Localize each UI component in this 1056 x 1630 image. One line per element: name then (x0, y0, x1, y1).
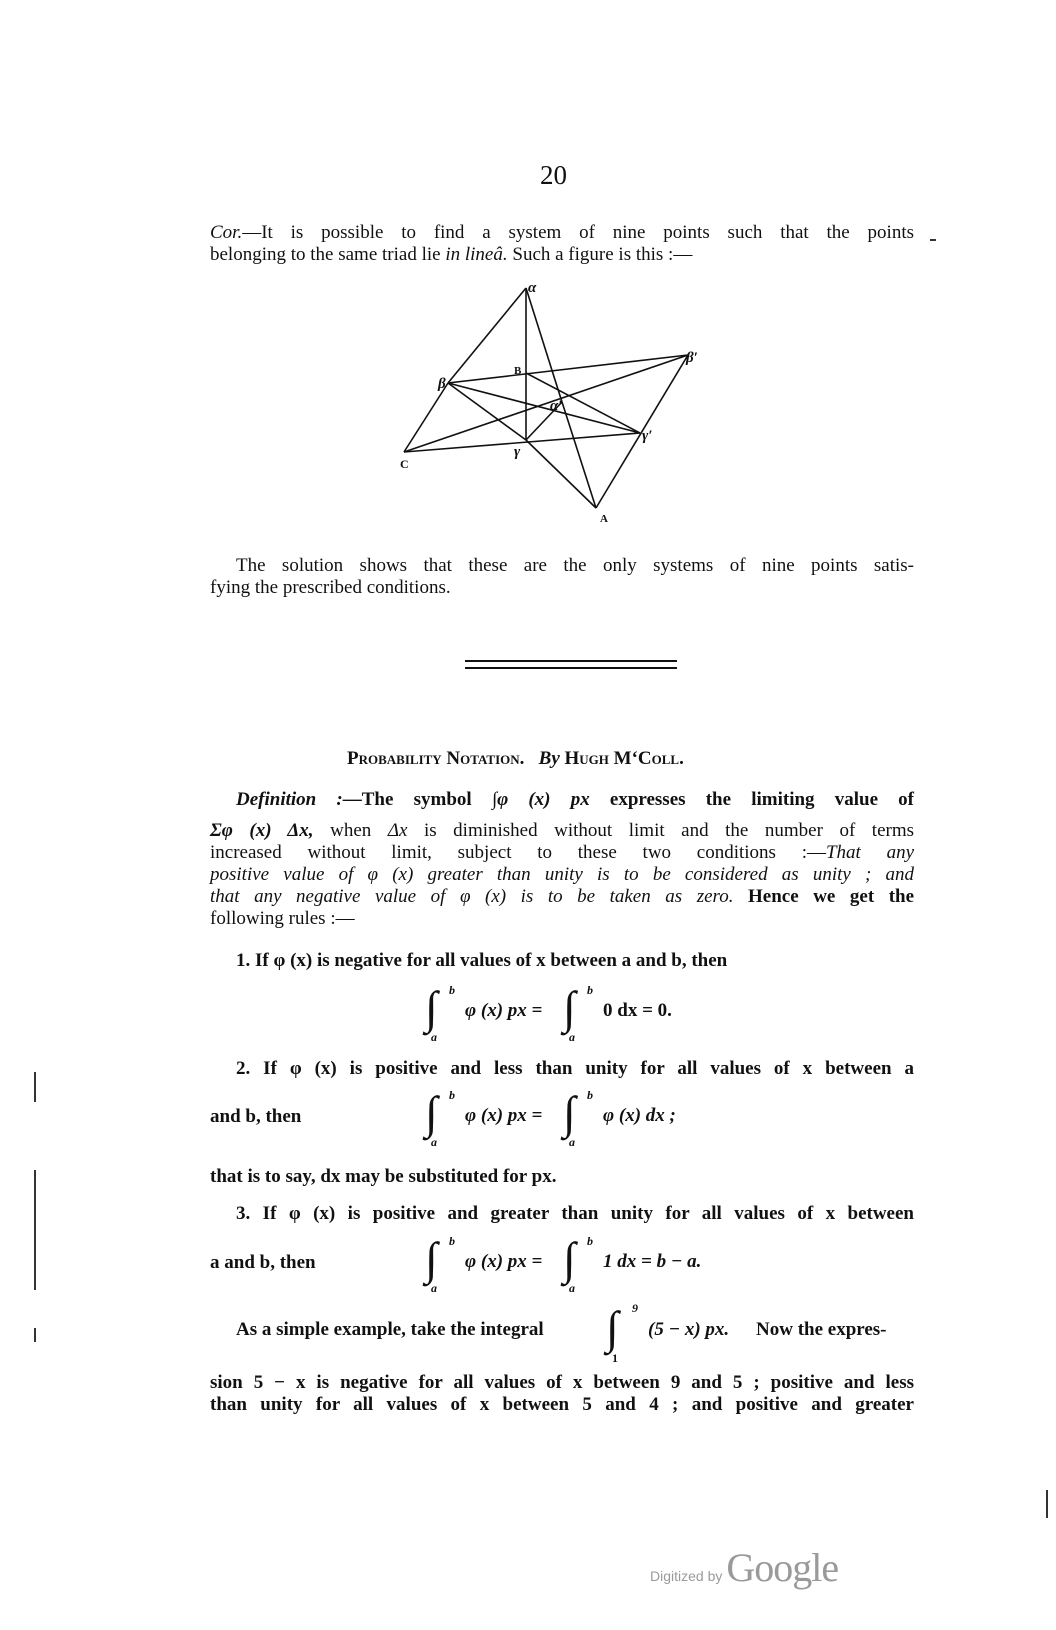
definition-l3-italic: That any (825, 842, 915, 863)
definition-l3-a: increased without limit, subject to these two conditions :— (210, 842, 826, 863)
solution-line-1: The solution shows that these are the only systems of nine points satis- (236, 555, 914, 576)
lower-limit: a (569, 1030, 575, 1044)
separator-rule-top (465, 660, 677, 662)
definition-l5-b: Hence we get the (748, 886, 915, 907)
article-title: Probability Notation. (347, 748, 525, 769)
nine-point-figure (390, 280, 720, 530)
integral-sign: ∫ (563, 1087, 576, 1138)
page-number: 20 (540, 160, 567, 190)
integral-sign: ∫ (425, 982, 438, 1033)
upper-limit: b (587, 983, 593, 997)
cor-label: Cor. (210, 222, 243, 243)
cor-line-1 (210, 222, 914, 244)
rule-2-then: and b, then (210, 1106, 302, 1127)
rule-1-right: 0 dx = 0. (603, 1000, 672, 1021)
cor-line1-rest: —It is possible to find a system of nine points such that the points (242, 222, 914, 243)
example-integral-sign: ∫ (606, 1302, 619, 1353)
example-a: As a simple example, take the integral (236, 1319, 544, 1340)
rule-1-left: φ (x) px = (465, 1000, 543, 1021)
example-line-3: than unity for all values of x between 5 and 4 ; and positive and greater (210, 1394, 914, 1415)
solution-line-2: fying the prescribed conditions. (210, 577, 451, 598)
rule-3-right: 1 dx = b − a. (603, 1251, 702, 1272)
rule-2-after: that is to say, dx may be substituted for px. (210, 1166, 557, 1187)
rule-2-text: 2. If φ (x) is positive and less than unity for all values of x between a (236, 1058, 914, 1079)
definition-line-1 (236, 789, 914, 811)
separator-rule-bottom (465, 667, 677, 669)
cor-line-2 (210, 244, 914, 266)
upper-limit: b (587, 1088, 593, 1102)
line-beta-betaprime (448, 355, 688, 383)
article-by: By (538, 748, 560, 769)
definition-l1-symbol: ∫φ (x) px (491, 789, 590, 810)
watermark-logo: Google (726, 1545, 839, 1590)
lower-limit: a (431, 1135, 437, 1149)
example-integrand: (5 − x) px. (648, 1319, 730, 1340)
label-alpha-prime: α′ (550, 398, 563, 414)
line-alpha-alphaprime (526, 288, 562, 402)
label-B: B (514, 365, 522, 377)
definition-l2-b: is diminished without limit and the number of terms (423, 820, 915, 841)
rule-3-equation (425, 1233, 725, 1296)
label-A: A (600, 513, 608, 525)
cor-line2-a: belonging to the same triad lie (210, 244, 446, 265)
rule-1-equation (425, 982, 725, 1045)
integral-sign: ∫ (563, 982, 576, 1033)
definition-l2-dx: Δx (387, 820, 408, 841)
upper-limit: b (449, 1234, 455, 1248)
label-beta: β (438, 376, 446, 392)
watermark-small: Digitized by (650, 1568, 723, 1584)
example-upper-limit: 9 (632, 1301, 638, 1315)
line-beta-gammaprime (448, 383, 640, 433)
label-beta-prime: β′ (686, 350, 698, 366)
rule-2-right: φ (x) dx ; (603, 1105, 676, 1126)
lower-limit: a (431, 1030, 437, 1044)
margin-mark (34, 1170, 36, 1290)
rule-2-left: φ (x) px = (465, 1105, 543, 1126)
rule-3-text: 3. If φ (x) is positive and greater than unity for all values of x between (236, 1203, 914, 1224)
rule-2-equation (425, 1087, 725, 1150)
google-watermark (650, 1544, 838, 1591)
article-author: Hugh M‘Coll. (564, 748, 684, 769)
example-line-2: sion 5 − x is negative for all values of x between 9 and 5 ; positive and less (210, 1372, 914, 1393)
line-B-gammaprime (526, 373, 640, 433)
definition-l1-a: —The symbol (342, 789, 472, 810)
lower-limit: a (569, 1281, 575, 1295)
example-line-1 (236, 1301, 914, 1369)
cor-line2-b: Such a figure is this :— (507, 244, 693, 265)
upper-limit: b (449, 983, 455, 997)
article-title-line (347, 748, 684, 770)
upper-limit: b (449, 1088, 455, 1102)
line-beta-C (404, 383, 448, 452)
definition-line-6: following rules :— (210, 908, 355, 929)
label-gamma-prime: γ′ (642, 428, 653, 444)
lower-limit: a (569, 1135, 575, 1149)
line-beta-gamma (448, 383, 526, 440)
definition-l1-b: expresses the limiting value of (609, 789, 915, 810)
definition-label: Definition : (236, 789, 343, 810)
margin-mark (1046, 1490, 1048, 1518)
label-gamma: γ (514, 444, 521, 460)
example-b: Now the expres- (756, 1319, 887, 1340)
upper-limit: b (587, 1234, 593, 1248)
label-C: C (400, 457, 409, 471)
integral-sign: ∫ (425, 1087, 438, 1138)
definition-l5-italic: that any negative value of φ (x) is to be taken as zero. (210, 886, 734, 907)
rule-3-left: φ (x) px = (465, 1251, 543, 1272)
definition-line-2 (210, 820, 914, 842)
integral-sign: ∫ (425, 1233, 438, 1284)
definition-line-4: positive value of φ (x) greater than unity is to be considered as unity ; and (210, 864, 914, 885)
example-lower-limit: 1 (612, 1351, 618, 1365)
margin-mark (34, 1072, 36, 1102)
margin-mark (34, 1328, 36, 1342)
definition-l2-a: when (330, 820, 372, 841)
definition-l2-symbol: Σφ (x) Δx, (210, 820, 314, 841)
definition-line-5 (210, 886, 914, 908)
lower-limit: a (431, 1281, 437, 1295)
definition-line-3 (210, 842, 914, 864)
line-C-gammaprime (404, 433, 640, 452)
integral-sign: ∫ (563, 1233, 576, 1284)
rule-3-then: a and b, then (210, 1252, 316, 1273)
rule-1-text: 1. If φ (x) is negative for all values of x between a and b, then (236, 950, 728, 971)
cor-line2-italic: in lineâ. (445, 244, 508, 265)
margin-mark (930, 239, 936, 241)
label-alpha: α (528, 280, 537, 296)
